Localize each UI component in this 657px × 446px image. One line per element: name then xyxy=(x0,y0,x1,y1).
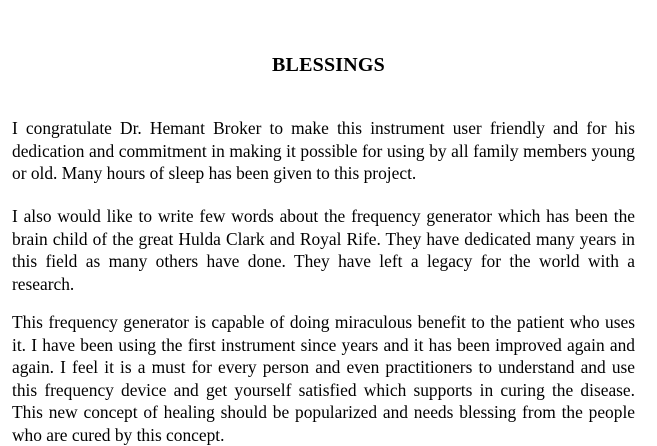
paragraph-frequency-generator-benefit: This frequency generator is capable of doing miraculous benefit to the patient who uses it. I have been using the first instrument since years and it has been improved again and again. I feel it is a must for every person and even practitioners to understand and use this frequency device and get yourself satisfied which supports in curing the disease. This new concept of healing should be popularized and needs blessing from the people who are cured by this concept. xyxy=(12,312,635,445)
page-title: BLESSINGS xyxy=(272,54,385,77)
paragraph-congratulation: I congratulate Dr. Hemant Broker to make this instrument user friendly and for his dedication and commitment in making it possible for using by all family members young or old. Many hours of sleep has been given to this project. xyxy=(12,118,635,183)
paragraph-frequency-generator-origin: I also would like to write few words about the frequency generator which has been the brain child of the great Hulda Clark and Royal Rife. They have dedicated many years in this field as many others have done. They have left a legacy for the world with a research. xyxy=(12,206,635,294)
